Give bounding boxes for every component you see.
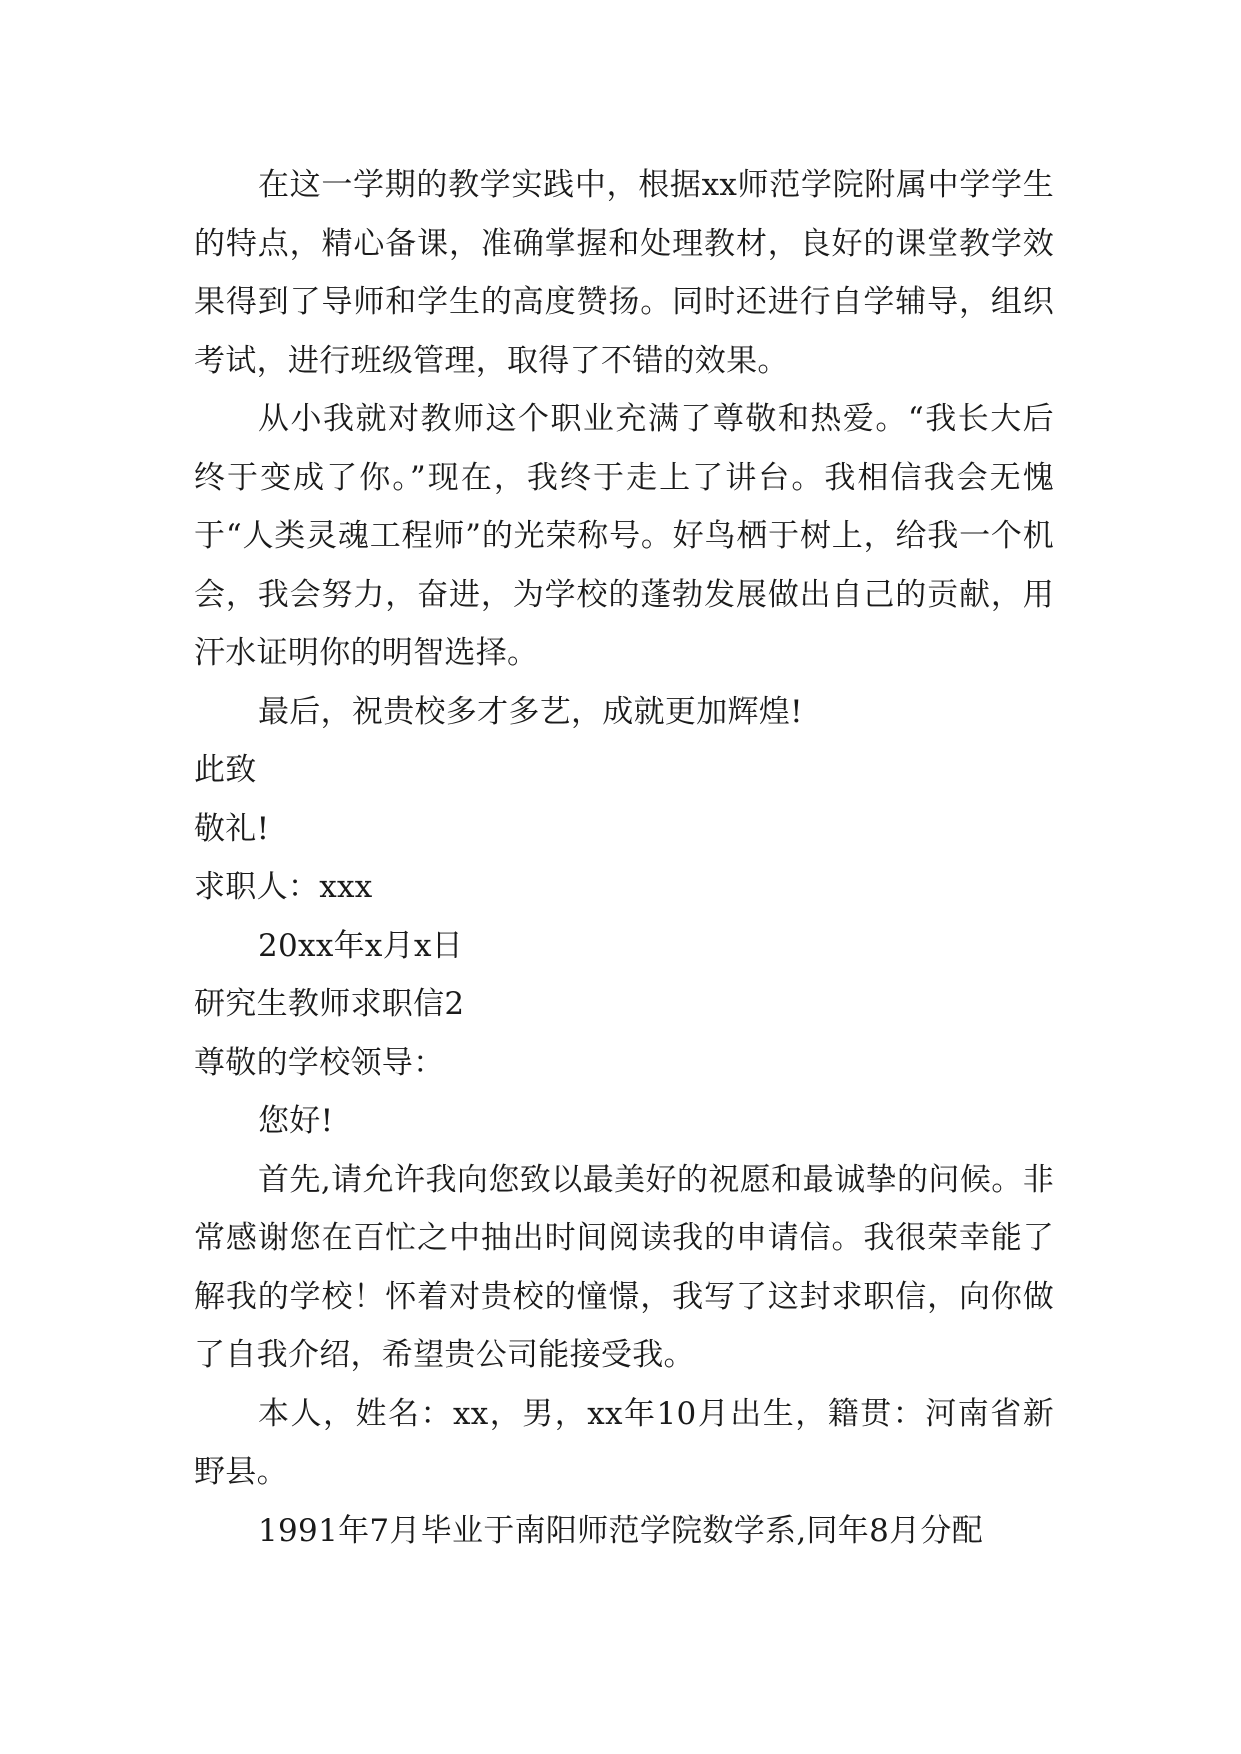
letter-date: 20xx年x月x日 xyxy=(258,927,464,964)
paragraph-love-of-teaching: 从小我就对教师这个职业充满了尊敬和热爱。“我长大后终于变成了你。”现在，我终于走上了讲台。我相信我会无愧于“人类灵魂工程师”的光荣称号。好鸟栖于树上，给我一个机会，我会努力，奋进，为学校的蓬勃发展做出自己的贡献，用汗水证明你的明智选择。 xyxy=(194,401,1054,671)
letter2-greeting: 尊敬的学校领导： xyxy=(194,1044,445,1081)
letter2-paragraph-graduation: 1991年7月毕业于南阳师范学院数学系,同年8月分配 xyxy=(258,1512,983,1549)
paragraph-teaching-practice: 在这一学期的教学实践中，根据xx师范学院附属中学学生的特点，精心备课，准确掌握和处理教材，良好的课堂教学效果得到了导师和学生的高度赞扬。同时还进行自学辅导，组织考试，进行班级管理，取得了不错的效果。 xyxy=(194,167,1054,379)
applicant-signature: 求职人：xxx xyxy=(194,869,373,905)
salutation-cizhi: 此致 xyxy=(194,752,257,788)
salutation-jingli: 敬礼! xyxy=(194,810,270,847)
letter2-paragraph-intro: 首先,请允许我向您致以最美好的祝愿和最诚挚的问候。非常感谢您在百忙之中抽出时间阅读我的申请信。我很荣幸能了解我的学校！怀着对贵校的憧憬，我写了这封求职信，向你做了自我介绍，希望贵公司能接受我。 xyxy=(194,1161,1054,1373)
letter2-title: 研究生教师求职信2 xyxy=(194,986,465,1022)
letter2-paragraph-personal-info: 本人，姓名：xx，男，xx年10月出生，籍贯：河南省新野县。 xyxy=(194,1395,1054,1490)
document-page xyxy=(194,156,1054,1560)
paragraph-closing-wish: 最后，祝贵校多才多艺，成就更加辉煌! xyxy=(258,693,803,730)
letter2-hello: 您好! xyxy=(258,1103,334,1139)
